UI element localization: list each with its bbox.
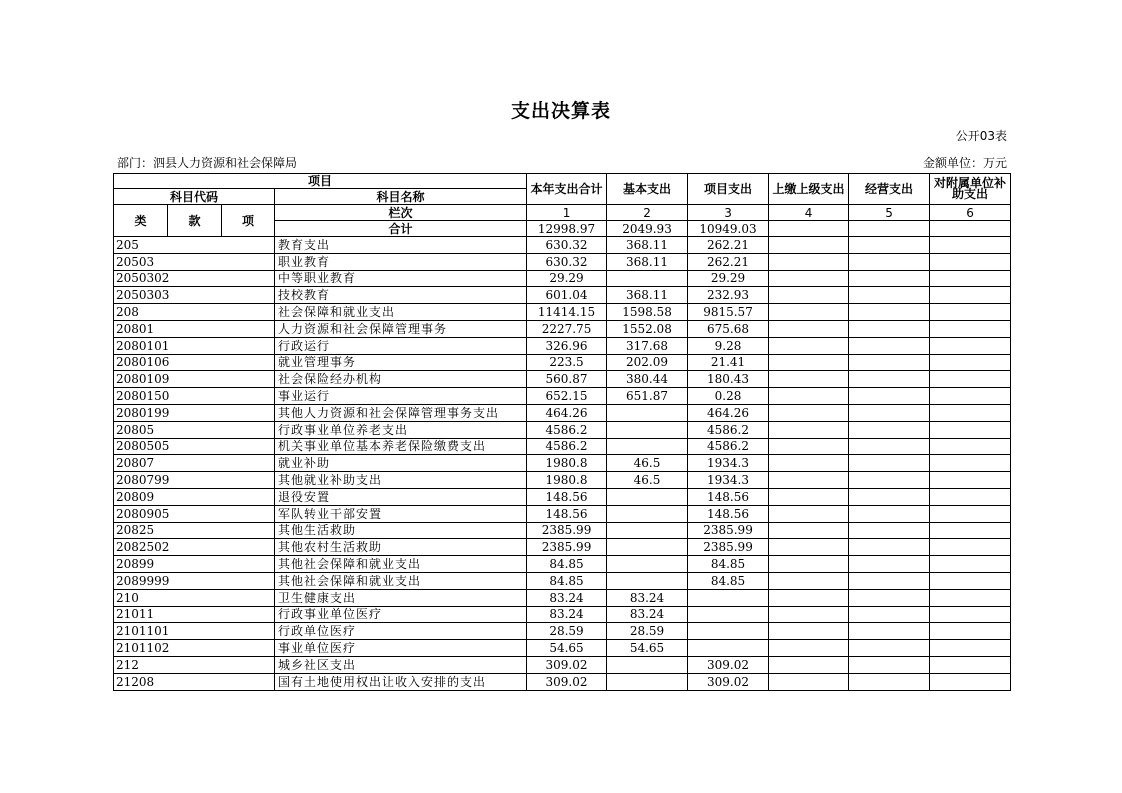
row-code: 20899 [114,556,275,573]
col-num: 6 [930,205,1011,221]
row-subsidy [930,421,1011,438]
col-num: 1 [527,205,607,221]
row-basic: 1598.58 [607,304,688,321]
row-business [849,287,930,304]
table-row [114,320,1011,337]
row-business [849,539,930,556]
row-code: 2080199 [114,404,275,421]
total-business [849,221,930,237]
row-business [849,505,930,522]
row-basic [607,438,688,455]
row-remit [769,438,849,455]
row-basic [607,421,688,438]
row-total: 2385.99 [527,539,607,556]
row-code: 208 [114,304,275,321]
row-total: 560.87 [527,371,607,388]
row-code: 2080505 [114,438,275,455]
row-subsidy [930,572,1011,589]
row-remit [769,253,849,270]
row-total: 83.24 [527,589,607,606]
row-total: 29.29 [527,270,607,287]
row-name: 其他社会保障和就业支出 [275,556,527,573]
row-code: 20809 [114,488,275,505]
row-basic [607,556,688,573]
total-label: 合计 [275,221,527,237]
row-total: 630.32 [527,237,607,254]
row-basic: 28.59 [607,623,688,640]
row-remit [769,539,849,556]
table-row [114,656,1011,673]
row-remit [769,287,849,304]
row-subsidy [930,455,1011,472]
row-subsidy [930,320,1011,337]
table-row [114,287,1011,304]
row-name: 其他农村生活救助 [275,539,527,556]
unit-label: 金额单位：万元 [922,156,1007,170]
row-remit [769,589,849,606]
row-name: 职业教育 [275,253,527,270]
row-remit [769,522,849,539]
row-subsidy [930,488,1011,505]
row-code: 2050303 [114,287,275,304]
row-subsidy [930,640,1011,657]
row-project: 0.28 [688,388,769,405]
table-row [114,505,1011,522]
page-title: 支出决算表 [510,100,611,122]
row-subsidy [930,337,1011,354]
row-name: 教育支出 [275,237,527,254]
row-project: 84.85 [688,556,769,573]
col-num: 2 [607,205,688,221]
row-project: 21.41 [688,354,769,371]
row-name: 退役安置 [275,488,527,505]
table-row [114,623,1011,640]
row-business [849,556,930,573]
row-remit [769,270,849,287]
row-code: 20807 [114,455,275,472]
row-business [849,354,930,371]
table-row [114,522,1011,539]
header-kuan: 款 [168,205,222,237]
header-subject-name: 科目名称 [275,189,527,205]
table-row [114,606,1011,623]
row-name: 就业补助 [275,455,527,472]
table-row [114,388,1011,405]
row-code: 210 [114,589,275,606]
row-name: 中等职业教育 [275,270,527,287]
row-basic: 46.5 [607,472,688,489]
row-subsidy [930,522,1011,539]
row-total: 309.02 [527,656,607,673]
row-subsidy [930,472,1011,489]
row-basic: 368.11 [607,237,688,254]
row-code: 2050302 [114,270,275,287]
row-total: 326.96 [527,337,607,354]
row-total: 84.85 [527,556,607,573]
row-basic: 202.09 [607,354,688,371]
row-project: 4586.2 [688,438,769,455]
row-total: 601.04 [527,287,607,304]
row-project: 262.21 [688,237,769,254]
total-value: 12998.97 [527,221,607,237]
row-project [688,623,769,640]
row-project: 464.26 [688,404,769,421]
row-remit [769,656,849,673]
row-basic: 368.11 [607,287,688,304]
row-code: 21208 [114,673,275,690]
header-col-subsidy: 对附属单位补助支出 [930,174,1011,205]
row-business [849,337,930,354]
row-name: 行政单位医疗 [275,623,527,640]
table-row [114,421,1011,438]
row-project: 29.29 [688,270,769,287]
row-name: 行政事业单位医疗 [275,606,527,623]
col-num: 3 [688,205,769,221]
row-code: 2089999 [114,572,275,589]
row-business [849,404,930,421]
row-subsidy [930,253,1011,270]
row-basic: 317.68 [607,337,688,354]
row-name: 军队转业干部安置 [275,505,527,522]
row-remit [769,673,849,690]
row-total: 83.24 [527,606,607,623]
col-num: 4 [769,205,849,221]
row-basic [607,656,688,673]
row-business [849,488,930,505]
row-business [849,673,930,690]
table-row [114,371,1011,388]
col-num: 5 [849,205,930,221]
row-basic: 83.24 [607,589,688,606]
total-remit [769,221,849,237]
header-col-basic: 基本支出 [607,174,688,205]
row-code: 20805 [114,421,275,438]
row-project: 2385.99 [688,522,769,539]
header-col-remit: 上缴上级支出 [769,174,849,205]
row-business [849,640,930,657]
row-code: 2101102 [114,640,275,657]
row-code: 2080106 [114,354,275,371]
row-project [688,606,769,623]
row-basic: 46.5 [607,455,688,472]
header-project: 项目 [114,174,527,189]
row-basic [607,673,688,690]
row-code: 2080150 [114,388,275,405]
header-xiang: 项 [222,205,275,237]
row-total: 1980.8 [527,472,607,489]
table-row [114,438,1011,455]
table-row [114,488,1011,505]
row-total: 630.32 [527,253,607,270]
row-subsidy [930,354,1011,371]
row-project: 9.28 [688,337,769,354]
row-remit [769,421,849,438]
row-business [849,270,930,287]
table-row [114,270,1011,287]
row-name: 人力资源和社会保障管理事务 [275,320,527,337]
table-row [114,455,1011,472]
row-basic: 380.44 [607,371,688,388]
row-total: 2227.75 [527,320,607,337]
row-business [849,320,930,337]
row-business [849,388,930,405]
row-code: 20503 [114,253,275,270]
row-code: 2080109 [114,371,275,388]
row-subsidy [930,237,1011,254]
row-basic: 651.87 [607,388,688,405]
row-total: 54.65 [527,640,607,657]
row-remit [769,472,849,489]
row-basic [607,505,688,522]
row-remit [769,354,849,371]
row-code: 21011 [114,606,275,623]
table-row [114,237,1011,254]
row-remit [769,371,849,388]
row-subsidy [930,505,1011,522]
row-project: 180.43 [688,371,769,388]
row-subsidy [930,623,1011,640]
row-project: 232.93 [688,287,769,304]
row-basic: 1552.08 [607,320,688,337]
row-name: 事业单位医疗 [275,640,527,657]
row-remit [769,388,849,405]
row-business [849,589,930,606]
row-subsidy [930,673,1011,690]
row-project: 309.02 [688,656,769,673]
row-name: 技校教育 [275,287,527,304]
row-basic: 83.24 [607,606,688,623]
row-remit [769,404,849,421]
row-basic: 368.11 [607,253,688,270]
row-basic [607,270,688,287]
row-code: 212 [114,656,275,673]
row-project [688,589,769,606]
row-total: 223.5 [527,354,607,371]
header-lanci: 栏次 [275,205,527,221]
row-subsidy [930,539,1011,556]
row-business [849,421,930,438]
row-business [849,438,930,455]
row-subsidy [930,371,1011,388]
table-row [114,673,1011,690]
row-remit [769,623,849,640]
row-business [849,572,930,589]
row-remit [769,640,849,657]
row-remit [769,556,849,573]
row-total: 464.26 [527,404,607,421]
row-remit [769,320,849,337]
row-remit [769,337,849,354]
row-name: 行政事业单位养老支出 [275,421,527,438]
table-row [114,472,1011,489]
row-business [849,455,930,472]
row-project [688,640,769,657]
row-code: 205 [114,237,275,254]
row-name: 社会保障和就业支出 [275,304,527,321]
total-subsidy [930,221,1011,237]
row-code: 2080905 [114,505,275,522]
row-total: 11414.15 [527,304,607,321]
row-code: 2080101 [114,337,275,354]
table-row [114,304,1011,321]
row-name: 就业管理事务 [275,354,527,371]
row-remit [769,237,849,254]
row-name: 其他社会保障和就业支出 [275,572,527,589]
row-remit [769,488,849,505]
header-col-project: 项目支出 [688,174,769,205]
row-subsidy [930,589,1011,606]
row-code: 20801 [114,320,275,337]
row-name: 卫生健康支出 [275,589,527,606]
row-subsidy [930,287,1011,304]
row-remit [769,455,849,472]
row-subsidy [930,556,1011,573]
row-project: 4586.2 [688,421,769,438]
row-total: 28.59 [527,623,607,640]
row-subsidy [930,656,1011,673]
row-subsidy [930,404,1011,421]
department-label: 部门：泗县人力资源和社会保障局 [117,156,298,170]
row-business [849,371,930,388]
row-total: 652.15 [527,388,607,405]
table-row [114,404,1011,421]
table-row [114,556,1011,573]
row-business [849,606,930,623]
row-project: 9815.57 [688,304,769,321]
expenditure-table [113,173,1011,691]
row-subsidy [930,304,1011,321]
row-subsidy [930,606,1011,623]
row-total: 2385.99 [527,522,607,539]
row-total: 148.56 [527,488,607,505]
table-row [114,539,1011,556]
table-row [114,640,1011,657]
row-total: 84.85 [527,572,607,589]
row-subsidy [930,270,1011,287]
row-total: 4586.2 [527,421,607,438]
row-name: 其他就业补助支出 [275,472,527,489]
row-business [849,304,930,321]
row-subsidy [930,388,1011,405]
row-basic [607,488,688,505]
row-business [849,253,930,270]
row-subsidy [930,438,1011,455]
row-project: 148.56 [688,488,769,505]
row-business [849,623,930,640]
row-project: 675.68 [688,320,769,337]
header-col-business: 经营支出 [849,174,930,205]
total-project: 10949.03 [688,221,769,237]
header-col-total: 本年支出合计 [527,174,607,205]
row-project: 148.56 [688,505,769,522]
row-project: 2385.99 [688,539,769,556]
row-code: 2082502 [114,539,275,556]
row-name: 国有土地使用权出让收入安排的支出 [275,673,527,690]
table-row [114,572,1011,589]
row-business [849,522,930,539]
header-subject-code: 科目代码 [114,189,275,205]
row-total: 148.56 [527,505,607,522]
row-total: 4586.2 [527,438,607,455]
row-code: 2101101 [114,623,275,640]
row-remit [769,572,849,589]
row-total: 309.02 [527,673,607,690]
row-project: 1934.3 [688,455,769,472]
row-remit [769,505,849,522]
row-total: 1980.8 [527,455,607,472]
total-basic: 2049.93 [607,221,688,237]
form-code: 公开03表 [955,129,1007,143]
row-name: 行政运行 [275,337,527,354]
row-project: 309.02 [688,673,769,690]
row-code: 2080799 [114,472,275,489]
row-name: 其他人力资源和社会保障管理事务支出 [275,404,527,421]
row-basic [607,572,688,589]
row-basic [607,404,688,421]
row-name: 事业运行 [275,388,527,405]
row-project: 262.21 [688,253,769,270]
row-name: 社会保险经办机构 [275,371,527,388]
row-business [849,472,930,489]
table-row [114,337,1011,354]
row-business [849,656,930,673]
row-project: 84.85 [688,572,769,589]
row-name: 其他生活救助 [275,522,527,539]
row-code: 20825 [114,522,275,539]
row-business [849,237,930,254]
row-basic [607,522,688,539]
row-name: 城乡社区支出 [275,656,527,673]
table-row [114,589,1011,606]
row-name: 机关事业单位基本养老保险缴费支出 [275,438,527,455]
row-project: 1934.3 [688,472,769,489]
row-basic: 54.65 [607,640,688,657]
row-remit [769,606,849,623]
row-basic [607,539,688,556]
table-row [114,253,1011,270]
row-remit [769,304,849,321]
table-row [114,354,1011,371]
header-lei: 类 [114,205,168,237]
